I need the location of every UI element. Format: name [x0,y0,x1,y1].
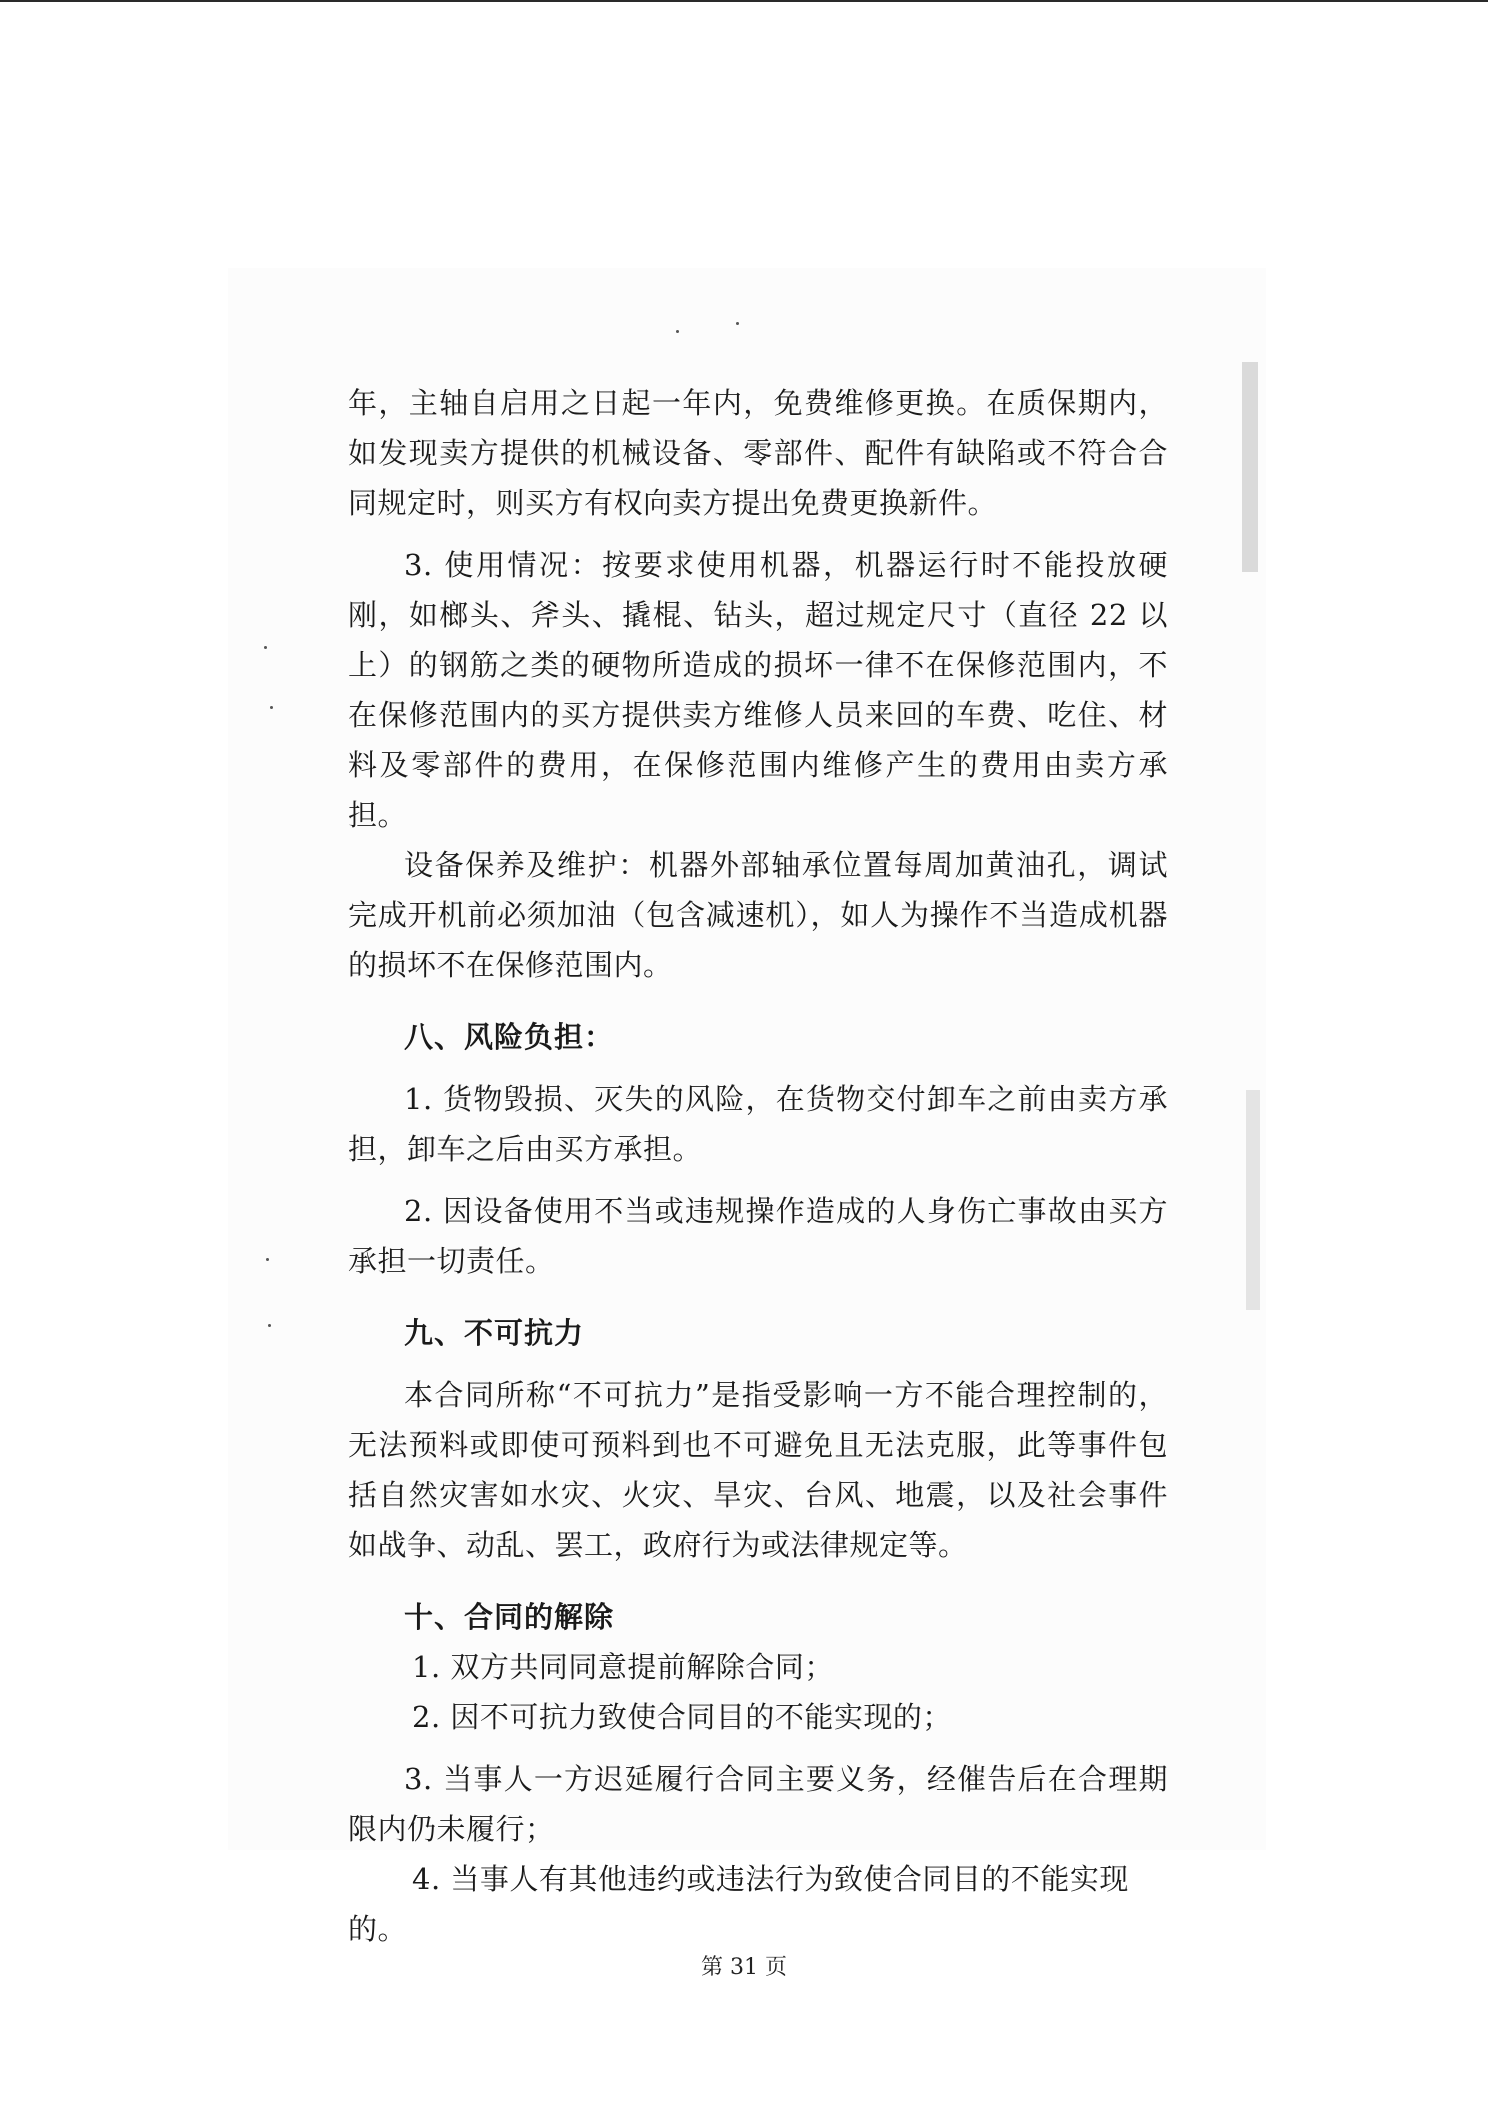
page-top-border [0,0,1488,2]
risk-item: 1. 货物毁损、灭失的风险，在货物交付卸车之前由卖方承担，卸车之后由买方承担。 [348,1082,1168,1166]
scan-speck [676,330,679,333]
scan-speck [264,646,267,649]
paragraph-warranty-continued: 年，主轴自启用之日起一年内，免费维修更换。在质保期内，如发现卖方提供的机械设备、零部件、配件有缺陷或不符合合同规定时，则买方有权向卖方提出免费更换新件。 [348,386,1168,520]
termination-item: 4. 当事人有其他违约或违法行为致使合同目的不能实现的。 [348,1862,1129,1946]
risk-item: 2. 因设备使用不当或违规操作造成的人身伤亡事故由买方承担一切责任。 [348,1194,1168,1278]
termination-item: 3. 当事人一方迟延履行合同主要义务，经催告后在合理期限内仍未履行； [348,1762,1168,1846]
scan-speck [736,322,739,325]
stamp-remnant [1246,1090,1260,1310]
termination-item: 1. 双方共同同意提前解除合同； [412,1650,834,1684]
document-body [348,378,1168,1954]
scan-speck [268,1324,271,1327]
paragraph-maintenance: 设备保养及维护：机器外部轴承位置每周加黄油孔，调试完成开机前必须加油（包含减速机），如人为操作不当造成机器的损坏不在保修范围内。 [348,848,1168,982]
termination-item: 2. 因不可抗力致使合同目的不能实现的； [412,1700,952,1734]
stamp-remnant [1242,362,1258,572]
scan-speck [266,1258,269,1261]
section-heading-termination: 十、合同的解除 [404,1600,615,1634]
scan-speck [270,706,273,709]
paragraph-usage-conditions: 3. 使用情况：按要求使用机器，机器运行时不能投放硬刚，如榔头、斧头、撬棍、钻头，超过规定尺寸（直径 22 以上）的钢筋之类的硬物所造成的损坏一律不在保修范围内，不在保修范围内的买方提供卖方维修人员来回的车费、吃住、材料及零部件的费用，在保修范围内维修产生的费用由卖方承担。 [348,548,1168,832]
paragraph-force-majeure: 本合同所称“不可抗力”是指受影响一方不能合理控制的，无法预料或即使可预料到也不可避免且无法克服，此等事件包括自然灾害如水灾、火灾、旱灾、台风、地震，以及社会事件如战争、动乱、罢工，政府行为或法律规定等。 [348,1378,1168,1562]
page-number: 第 31 页 [701,1955,787,1980]
section-heading-force-majeure: 九、不可抗力 [404,1316,585,1350]
section-heading-risk: 八、风险负担： [404,1020,615,1054]
